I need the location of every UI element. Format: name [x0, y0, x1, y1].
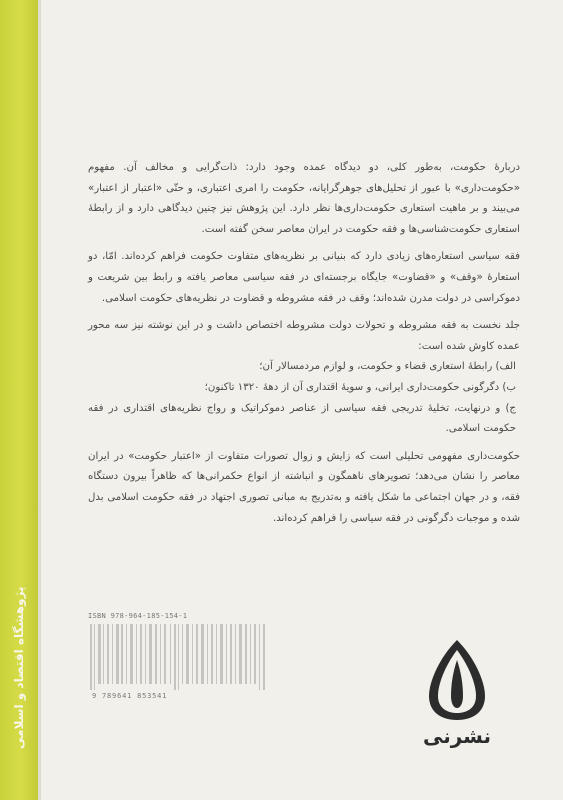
isbn-label: ISBN 978-964-185-154-1 — [88, 612, 188, 620]
list-item-3: ج) و درنهایت، تخلیهٔ تدریجی فقه سیاسی از عناصر دموکراتیک و رواج نظریه‌های اقتداری در فقه حکومت اسلامی. — [88, 402, 516, 435]
paragraph-4: حکومت‌داری مفهومی تحلیلی است که زایش و زوال تصورات متفاوت از «اعتبار حکومت» در ایران معاصر را نشان می‌دهد؛ تصویرهای ناهمگون و انباشته از انواع حکمرانی‌ها که ظاهراً بیرون دستگاه فقه، و در جهان اجتماعی ما شکل یافته و به‌تدریج به مبانی تصوری اجتهاد در فقه حکومت اسلامی بدل شده و موجبات دگرگونی در فقه سیاسی را فراهم کرده‌اند. — [88, 450, 520, 524]
paragraph-3: جلد نخست به فقه مشروطه و تحولات دولت مشروطه اختصاص داشت و در این نوشته نیز سه محور عمده کاوش شده است: — [88, 320, 520, 352]
book-spine — [0, 0, 38, 800]
publisher-logo — [412, 638, 502, 748]
spine-edge — [38, 0, 41, 800]
paragraph-1: دربارهٔ حکومت، به‌طور کلی، دو دیدگاه عمده وجود دارد: ذات‌گرایی و مخالف آن. مفهوم «حکومت‌داری» با عبور از تحلیل‌های جوهرگرایانه، حکومت را امری اعتباری، و حتّی «اعتبار از اعتبار» می‌بیند و بر ماهیت استعاری حکومت‌داری‌ها نظر دارد. این پژوهش نیز چنین دیدگاهی دارد و از رابطهٔ استعاری حکومت‌شناسی‌ها و فقه حکومت در ایران معاصر سخن گفته است. — [88, 162, 520, 235]
barcode-area — [88, 612, 274, 704]
barcode-icon — [88, 624, 274, 690]
list-item-1: الف) رابطهٔ استعاری قضاء و حکومت، و لوازم مردمسالار آن؛ — [259, 361, 516, 373]
barcode-number: 9 789641 853541 — [92, 692, 168, 700]
back-cover-text — [88, 158, 520, 536]
list-item-2: ب) دگرگونی حکومت‌داری ایرانی، و سویهٔ اقتداری آن از دههٔ ۱۳۲۰ تاکنون؛ — [204, 381, 516, 393]
reed-leaf-icon — [426, 638, 488, 722]
spine-title: پژوهشگاه اقتصاد و اسلامی — [12, 586, 26, 749]
publisher-name: نشرنی — [422, 724, 492, 748]
paragraph-2: فقه سیاسی استعاره‌های زیادی دارد که بنیانی بر نظریه‌های متفاوت حکومت فراهم کرده‌اند. امّا، دو استعارهٔ «وقف» و «قضاوت» جایگاه برجسته‌ای در فقه سیاسی معاصر یافته و رابط بین شریعت و دموکراسی در دولت مدرن شده‌اند؛ وقف در فقه مشروطه و قضاوت در نظریه‌های حکومت اسلامی. — [88, 251, 520, 304]
